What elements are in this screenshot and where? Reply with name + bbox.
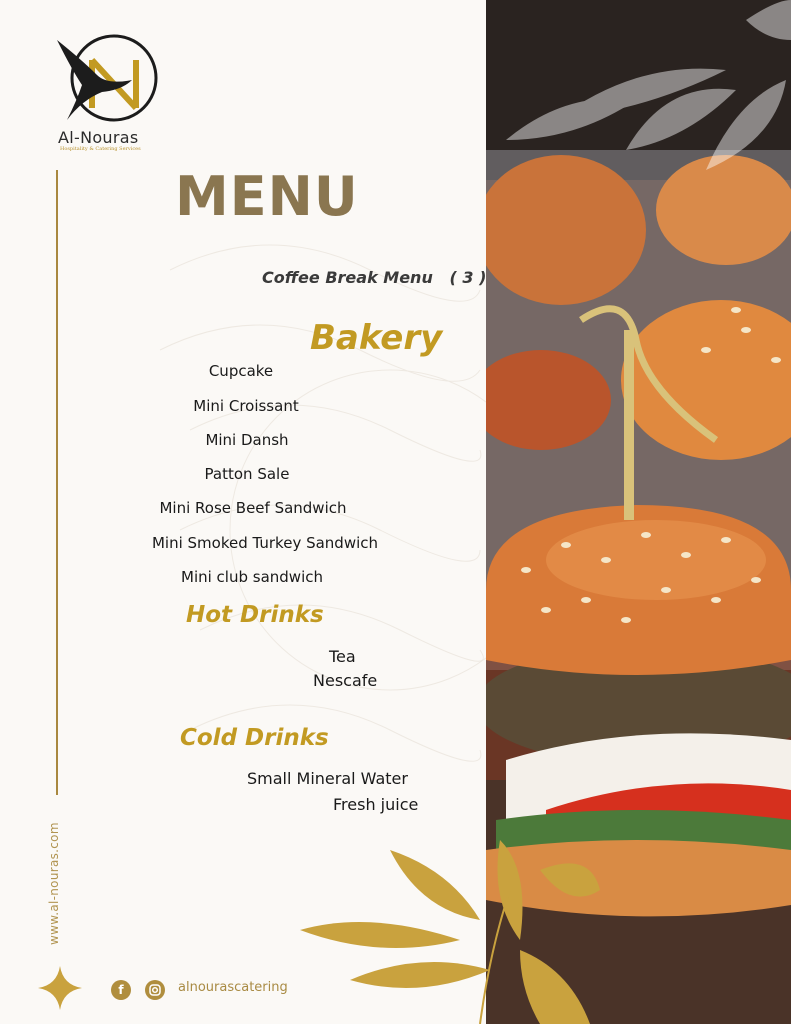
menu-item: Patton Sale (204, 465, 290, 483)
website-url[interactable]: www.al-nouras.com (47, 822, 61, 945)
vertical-divider (56, 170, 58, 795)
logo (52, 30, 162, 130)
instagram-icon[interactable] (145, 980, 165, 1000)
menu-subtitle: Coffee Break Menu ( 3 ) (262, 268, 487, 287)
menu-item: Mini Croissant (193, 397, 299, 415)
social-handle[interactable]: alnourascatering (178, 980, 288, 995)
menu-item: Tea (329, 647, 356, 666)
section-title-cold-drinks: Cold Drinks (180, 725, 329, 751)
menu-item: Fresh juice (333, 795, 419, 814)
menu-item: Mini Dansh (205, 431, 289, 449)
menu-item: Mini club sandwich (181, 568, 323, 586)
brand-tagline: Hospitality & Catering Services (60, 146, 141, 152)
menu-item: Nescafe (313, 671, 378, 690)
brand-name: Al-Nouras (58, 128, 139, 147)
menu-title: MENU (175, 165, 359, 228)
menu-item: Cupcake (208, 362, 274, 380)
menu-item: Small Mineral Water (247, 769, 408, 788)
menu-item: Mini Smoked Turkey Sandwich (151, 534, 379, 552)
section-title-hot-drinks: Hot Drinks (186, 602, 324, 628)
menu-item: Mini Rose Beef Sandwich (159, 499, 347, 517)
sparkle-star-icon (38, 966, 82, 1010)
gold-leaves-decoration (290, 830, 610, 1024)
facebook-icon[interactable]: f (111, 980, 131, 1000)
section-title-bakery: Bakery (310, 318, 443, 358)
